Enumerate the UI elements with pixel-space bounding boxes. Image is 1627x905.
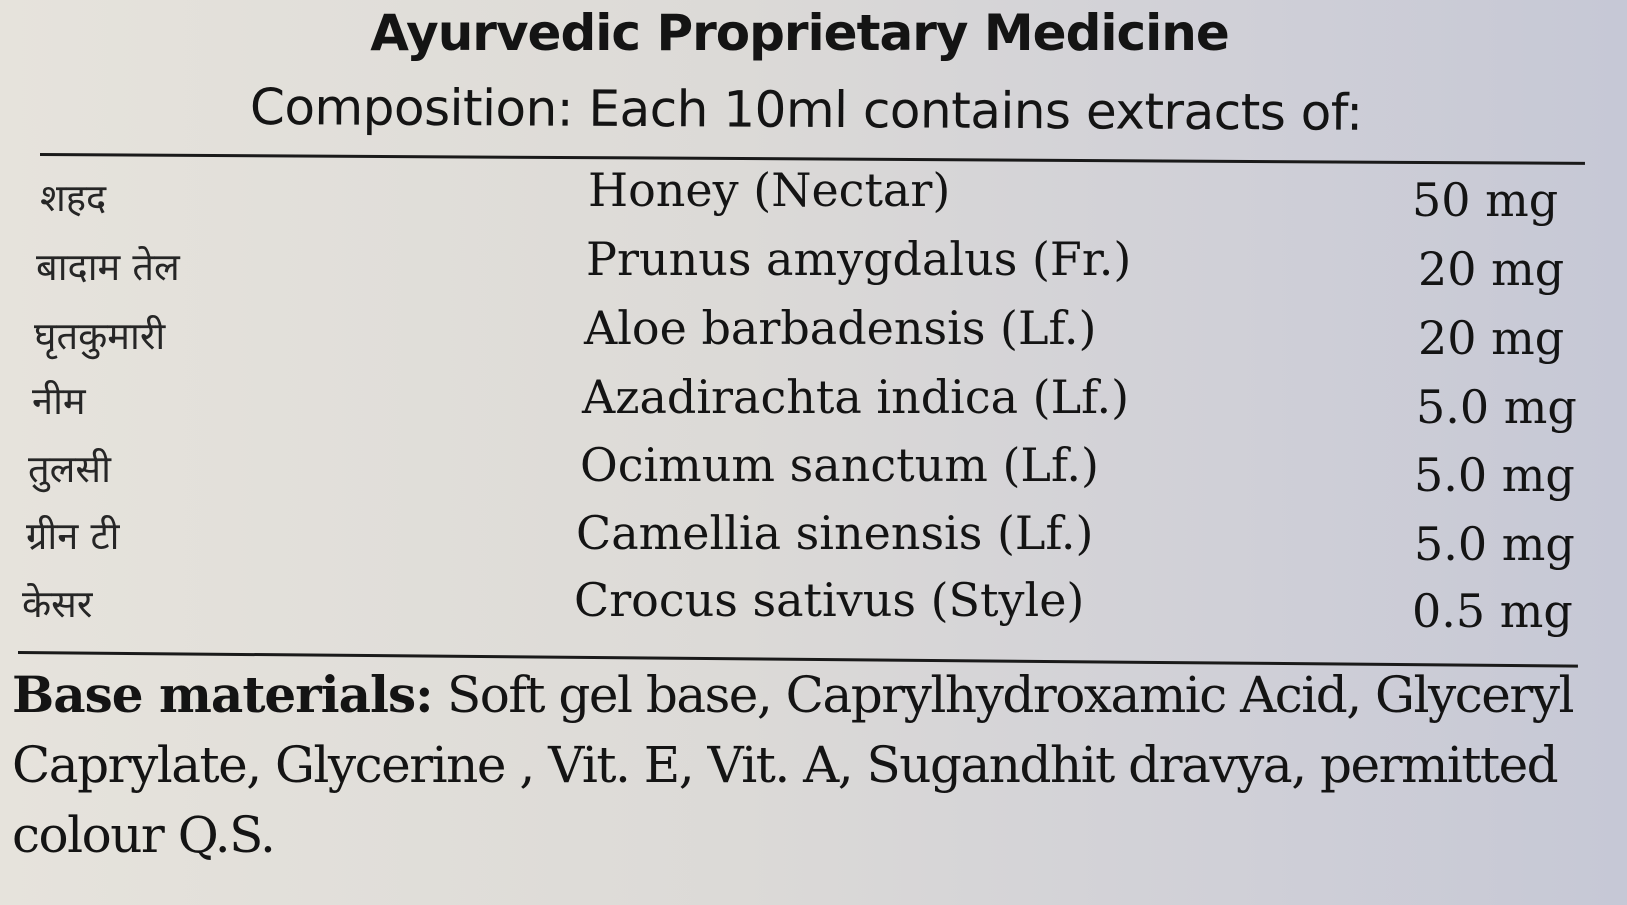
base-materials-text: Soft gel base, Caprylhydroxamic Acid, Glyceryl Caprylate, Glycerine , Vit. E, Vit. A, Sugandhit dravya, permitted colour Q.S. (12, 666, 1573, 864)
ingredient-botanical-name: Honey (Nectar) (588, 163, 951, 217)
ingredient-quantity: 20 mg (1418, 311, 1565, 365)
ingredient-quantity: 5.0 mg (1416, 380, 1577, 434)
ingredient-hindi-name: केसर (22, 582, 93, 626)
ingredient-quantity: 20 mg (1418, 242, 1565, 296)
ingredient-row (0, 301, 1627, 365)
ingredient-quantity: 50 mg (1412, 173, 1559, 227)
ingredient-botanical-name: Azadirachta indica (Lf.) (582, 370, 1130, 424)
composition-heading: Composition: Each 10ml contains extracts of: (249, 78, 1363, 142)
base-materials-heading: Base materials (12, 665, 416, 724)
ingredient-hindi-name: नीम (32, 379, 86, 423)
ingredient-botanical-name: Aloe barbadensis (Lf.) (584, 301, 1097, 355)
base-materials-separator: : (415, 665, 433, 724)
ingredient-hindi-name: घृतकुमारी (34, 314, 166, 358)
ingredient-row (0, 504, 1627, 571)
ingredient-hindi-name: बादाम तेल (36, 245, 180, 289)
ingredient-botanical-name: Crocus sativus (Style) (574, 573, 1085, 627)
ingredient-row (0, 368, 1627, 432)
ingredient-quantity: 5.0 mg (1414, 517, 1575, 571)
ingredient-row (0, 436, 1627, 500)
base-materials (12, 660, 1617, 870)
ingredient-botanical-name: Camellia sinensis (Lf.) (576, 506, 1094, 560)
ingredient-row (0, 571, 1627, 638)
ingredient-row (0, 165, 1627, 229)
ingredient-hindi-name: तुलसी (28, 447, 111, 491)
ingredient-quantity: 5.0 mg (1414, 448, 1575, 502)
ingredient-hindi-name: ग्रीन टी (26, 514, 120, 558)
ingredient-hindi-name: शहद (40, 176, 107, 220)
label-title: Ayurvedic Proprietary Medicine (370, 4, 1229, 62)
ingredient-quantity: 0.5 mg (1412, 584, 1573, 638)
ingredient-row (0, 233, 1627, 297)
ingredient-botanical-name: Ocimum sanctum (Lf.) (580, 438, 1099, 492)
ingredient-botanical-name: Prunus amygdalus (Fr.) (586, 232, 1132, 286)
